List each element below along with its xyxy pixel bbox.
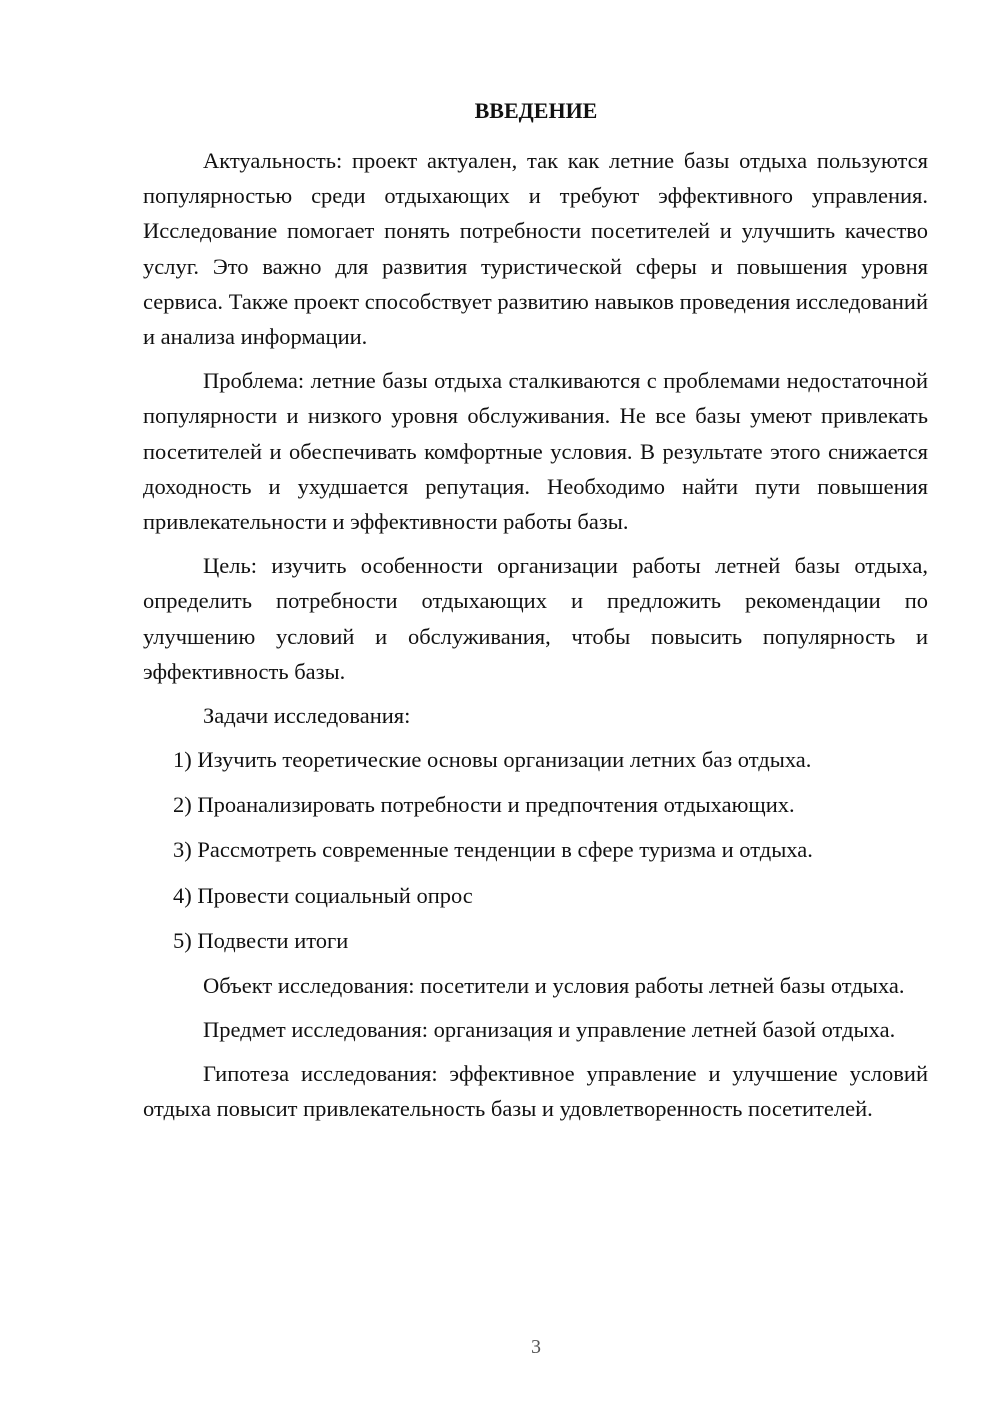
tasks-list	[143, 742, 928, 958]
subject-paragraph: Предмет исследования: организация и управление летней базой отдыха.	[203, 1016, 896, 1042]
task-item: 4) Провести социальный опрос	[173, 882, 473, 908]
section-title: ВВЕДЕНИЕ	[474, 98, 598, 123]
hypothesis-paragraph: Гипотеза исследования: эффективное управление и улучшение условий отдыха повысит привлекательность базы и удовлетворенность посетителей.	[143, 1061, 928, 1122]
task-item: 5) Подвести итоги	[173, 927, 349, 953]
page-number: 3	[531, 1336, 541, 1358]
goal-paragraph: Цель: изучить особенности организации работы летней базы отдыха, определить потребности отдыхающих и предложить рекомендации по улучшению условий и обслуживания, чтобы повысить популярность и эффективность базы.	[143, 553, 928, 684]
tasks-heading: Задачи исследования:	[203, 703, 411, 729]
task-item: 1) Изучить теоретические основы организации летних баз отдыха.	[173, 747, 812, 773]
relevance-paragraph: Актуальность: проект актуален, так как летние базы отдыха пользуются популярностью среди отдыхающих и требуют эффективного управления. Исследование помогает понять потребности посетителей и улучшить качество услуг. Это важно для развития туристической сферы и повышения уровня сервиса. Также проект способствует развитию навыков проведения исследований и анализа информации.	[143, 148, 928, 350]
document-body	[143, 143, 928, 1136]
task-item: 2) Проанализировать потребности и предпочтения отдыхающих.	[173, 792, 795, 818]
task-item: 3) Рассмотреть современные тенденции в сфере туризма и отдыха.	[173, 837, 813, 863]
problem-paragraph: Проблема: летние базы отдыха сталкиваются с проблемами недостаточной популярности и низкого уровня обслуживания. Не все базы умеют привлекать посетителей и обеспечивать комфортные условия. В результате этого снижается доходность и ухудшается репутация. Необходимо найти пути повышения привлекательности и эффективности работы базы.	[143, 368, 928, 535]
object-paragraph: Объект исследования: посетители и условия работы летней базы отдыха.	[203, 972, 905, 998]
